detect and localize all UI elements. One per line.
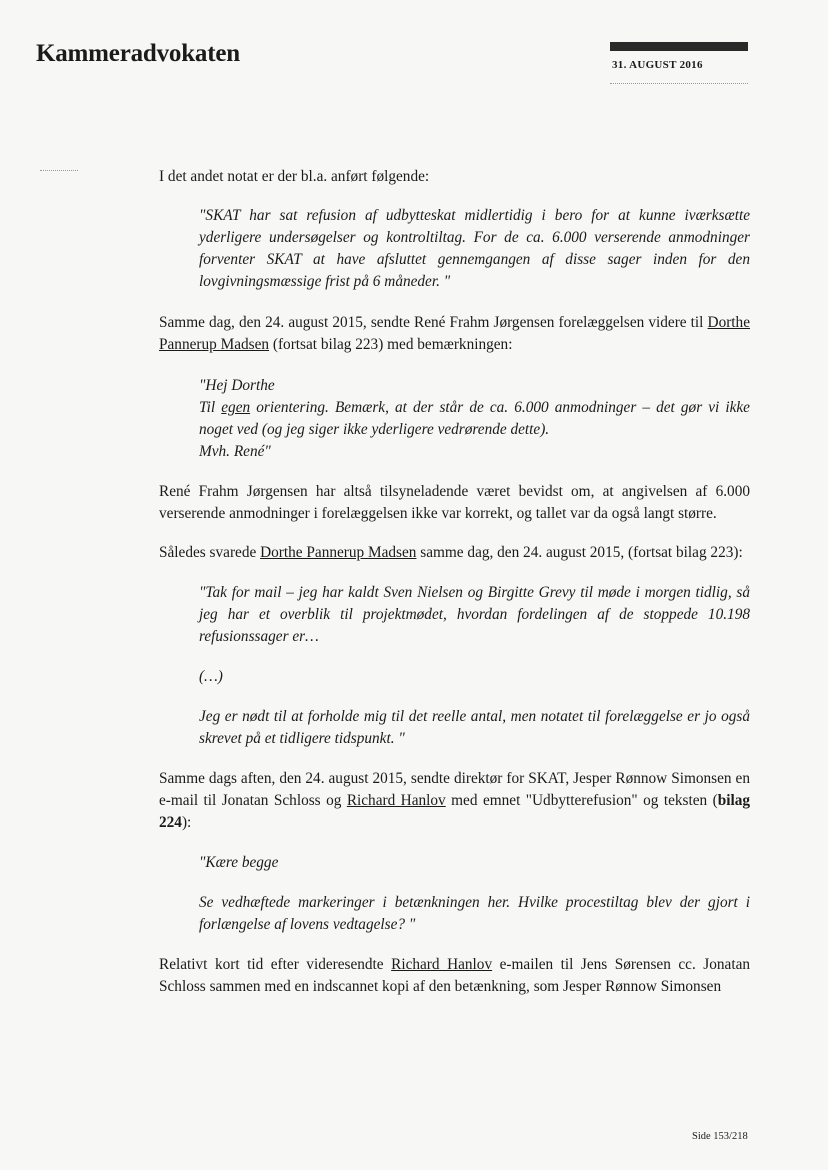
paragraph-5-text-a: Samme dags aften, den 24. august 2015, sendte direktør for SKAT, Jesper Rønnow Simonsen en e-mail til Jonatan Schloss og [159, 770, 750, 809]
date-divider [610, 83, 748, 84]
quote-2-underlined: egen [221, 399, 251, 416]
quote-4-body: Se vedhæftede markeringer i betænkningen her. Hvilke procestiltag blev der gjort i forlængelse af lovens vedtagelse? " [199, 894, 750, 933]
document-body [159, 166, 750, 998]
page-number: Side 153/218 [692, 1131, 748, 1142]
quote-2-text-b: orientering. Bemærk, at der står de ca. 6.000 anmodninger – det gør vi ikke noget ved (og jeg siger ikke yderligere vedrørende dette). [199, 399, 750, 438]
quote-1: "SKAT har sat refusion af udbytteskat midlertidig i bero for at kunne iværksætte yderligere undersøgelser og kontroltiltag. For de ca. 6.000 verserende anmodninger forventer SKAT at have afsluttet gennemgangen af disse sager inden for den lovgivningsmæssige frist på 6 måneder. " [199, 207, 750, 290]
quote-2-signature: Mvh. René" [199, 443, 271, 460]
paragraph-2 [159, 312, 750, 356]
document-date: 31. AUGUST 2016 [612, 59, 703, 71]
quote-2-body [199, 397, 750, 441]
quote-2-greeting: "Hej Dorthe [199, 377, 275, 394]
person-link-dorthe: Dorthe Pannerup Madsen [159, 314, 750, 353]
paragraph-4-text-b: samme dag, den 24. august 2015, (fortsat bilag 223): [416, 544, 743, 561]
paragraph-6-text-a: Relativt kort tid efter videresendte [159, 956, 392, 973]
quote-2 [159, 375, 750, 463]
paragraph-5-text-c: ): [181, 814, 192, 831]
paragraph-4 [159, 542, 750, 564]
paragraph-4-text-a: Således svarede [159, 544, 261, 561]
margin-divider [40, 170, 78, 171]
quote-2-text-a: Til [199, 399, 222, 416]
brand-logo: Kammeradvokaten [36, 40, 240, 67]
quote-3c: Jeg er nødt til at forholde mig til det reelle antal, men notatet til forelæggelse er jo også skrevet på et tidligere tidspunkt. " [199, 708, 750, 747]
header-bar [610, 42, 748, 51]
paragraph-5-text-b: med emnet "Udbytterefusion" og teksten ( [445, 792, 718, 809]
paragraph-3: René Frahm Jørgensen har altså tilsyneladende været bevidst om, at angivelsen af 6.000 verserende anmodninger i forelæggelsen ikke var korrekt, og tallet var da også langt større. [159, 483, 750, 522]
paragraph-6 [159, 954, 750, 998]
bilag-reference: bilag 224 [159, 792, 751, 831]
person-link-dorthe-2: Dorthe Pannerup Madsen [260, 544, 417, 561]
quote-3a: "Tak for mail – jeg har kaldt Sven Nielsen og Birgitte Grevy til møde i morgen tidlig, så jeg har et overblik til projektmødet, hvordan fordelingen af de stoppede 10.198 refusionssager er… [199, 584, 750, 645]
person-link-richard: Richard Hanlov [346, 792, 446, 809]
person-link-richard-2: Richard Hanlov [391, 956, 493, 973]
paragraph-6-text-b: e-mailen til Jens Sørensen cc. Jonatan Schloss sammen med en indscannet kopi af den betænkning, som Jesper Rønnow Simonsen [159, 956, 751, 995]
paragraph-2-text-a: Samme dag, den 24. august 2015, sendte René Frahm Jørgensen forelæggelsen videre til [159, 314, 708, 331]
paragraph-1: I det andet notat er der bl.a. anført følgende: [159, 168, 430, 185]
quote-3-ellipsis: (…) [199, 668, 223, 685]
paragraph-5 [159, 768, 750, 834]
quote-4-greeting: "Kære begge [199, 854, 279, 871]
paragraph-2-text-b: (fortsat bilag 223) med bemærkningen: [269, 336, 513, 353]
